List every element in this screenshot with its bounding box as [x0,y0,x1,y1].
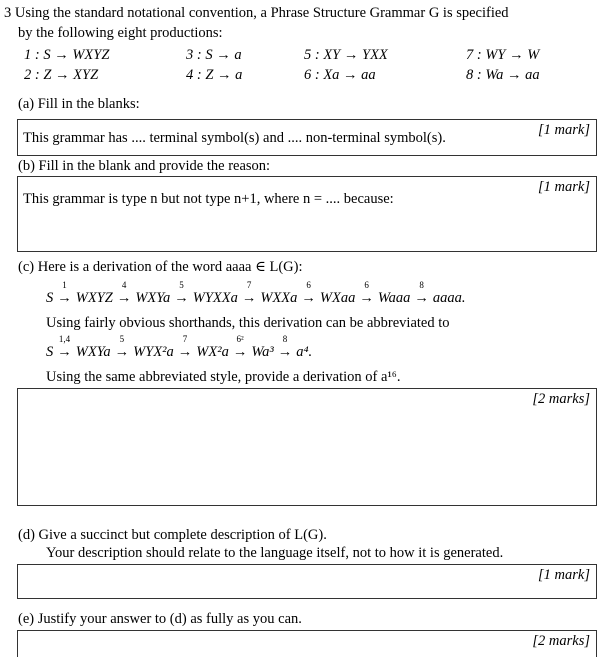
derivation-arrow: 6 → [301,290,316,307]
abbreviated-derivation [46,334,313,361]
part-a-label: (a) Fill in the blanks: [18,96,140,112]
part-d-line-2: Your description should relate to the language itself, not to how it is generated. [46,545,504,561]
sentential-form: a⁴. [296,344,313,360]
rule-number: 1,4 [58,334,71,344]
sentential-form: WXYa [75,344,111,360]
part-c-text-2: Using the same abbreviated style, provide a derivation of a¹⁶. [46,369,401,385]
rule-number: 5 [179,280,184,290]
derivation-start: S [46,290,54,306]
sentential-form: WXYZ [75,290,113,306]
sentential-form: WYX²a [133,344,174,360]
derivation-arrow: 8 → [278,344,293,361]
derivation-arrow: 7 → [178,344,193,361]
production-3: 3 : S → a [186,47,242,63]
rule-number: 4 [121,280,127,290]
question-number: 3 [4,5,12,21]
intro-line-2: by the following eight productions: [18,25,223,41]
sentential-form: WYXXa [192,290,238,306]
part-d-marks: [1 mark] [538,567,590,583]
derivation-start: S [46,344,54,360]
derivation-arrow: 1 → [57,290,72,307]
sentential-form: Wa³ [251,344,274,360]
sentential-form: Waaa [377,290,411,306]
part-c-marks: [2 marks] [532,391,590,407]
rule-number: 7 [246,280,252,290]
production-6: 6 : Xa → aa [304,67,376,83]
sentential-form: aaaa. [432,290,466,306]
rule-number: 6 [364,280,369,290]
derivation-arrow: 6² → [233,344,248,361]
derivation-arrow: 5 → [174,290,189,307]
part-a-text: This grammar has .... terminal symbol(s) and .... non-terminal symbol(s). [23,130,446,146]
rule-number: 8 [282,334,288,344]
part-d-answer-box[interactable] [17,564,597,599]
rule-number: 1 [62,280,67,290]
part-a-marks: [1 mark] [538,122,590,138]
derivation-arrow: 5 → [115,344,130,361]
rule-number: 6² [236,334,244,344]
derivation-arrow: 6 → [359,290,374,307]
production-5: 5 : XY → YXX [304,47,388,63]
part-d-label: (d) Give a succinct but complete description of L(G). [18,527,327,543]
production-1: 1 : S → WXYZ [24,47,110,63]
sentential-form: WXXa [260,290,298,306]
sentential-form: WXaa [319,290,356,306]
part-b-answer-box[interactable] [17,176,597,252]
production-2: 2 : Z → XYZ [24,67,99,83]
derivation-arrow: 7 → [242,290,257,307]
production-4: 4 : Z → a [186,67,243,83]
part-b-marks: [1 mark] [538,179,590,195]
derivation-arrow: 8 → [414,290,429,307]
production-7: 7 : WY → W [466,47,540,63]
derivation-arrow: 1,4 → [57,344,72,361]
rule-number: 6 [306,280,311,290]
full-derivation [46,280,466,307]
intro-line-1: Using the standard notational convention, a Phrase Structure Grammar G is specified [14,5,509,21]
part-e-answer-box[interactable] [17,630,597,657]
part-a-answer-box[interactable] [17,119,597,156]
sentential-form: WX²a [196,344,229,360]
rule-number: 5 [119,334,125,344]
question-intro [4,5,509,22]
production-8: 8 : Wa → aa [466,67,540,83]
rule-number: 8 [419,280,424,290]
sentential-form: WXYa [135,290,171,306]
part-b-label: (b) Fill in the blank and provide the reason: [18,158,271,174]
rule-number: 7 [182,334,188,344]
part-e-marks: [2 marks] [532,633,590,649]
derivation-arrow: 4 → [117,290,132,307]
part-b-text: This grammar is type n but not type n+1, where n = .... because: [23,191,394,207]
part-c-answer-box[interactable] [17,388,597,506]
part-c-label: (c) Here is a derivation of the word aaaa ∈ L(G): [18,259,303,275]
part-c-text-1: Using fairly obvious shorthands, this derivation can be abbreviated to [46,315,450,331]
part-e-label: (e) Justify your answer to (d) as fully as you can. [18,611,302,627]
